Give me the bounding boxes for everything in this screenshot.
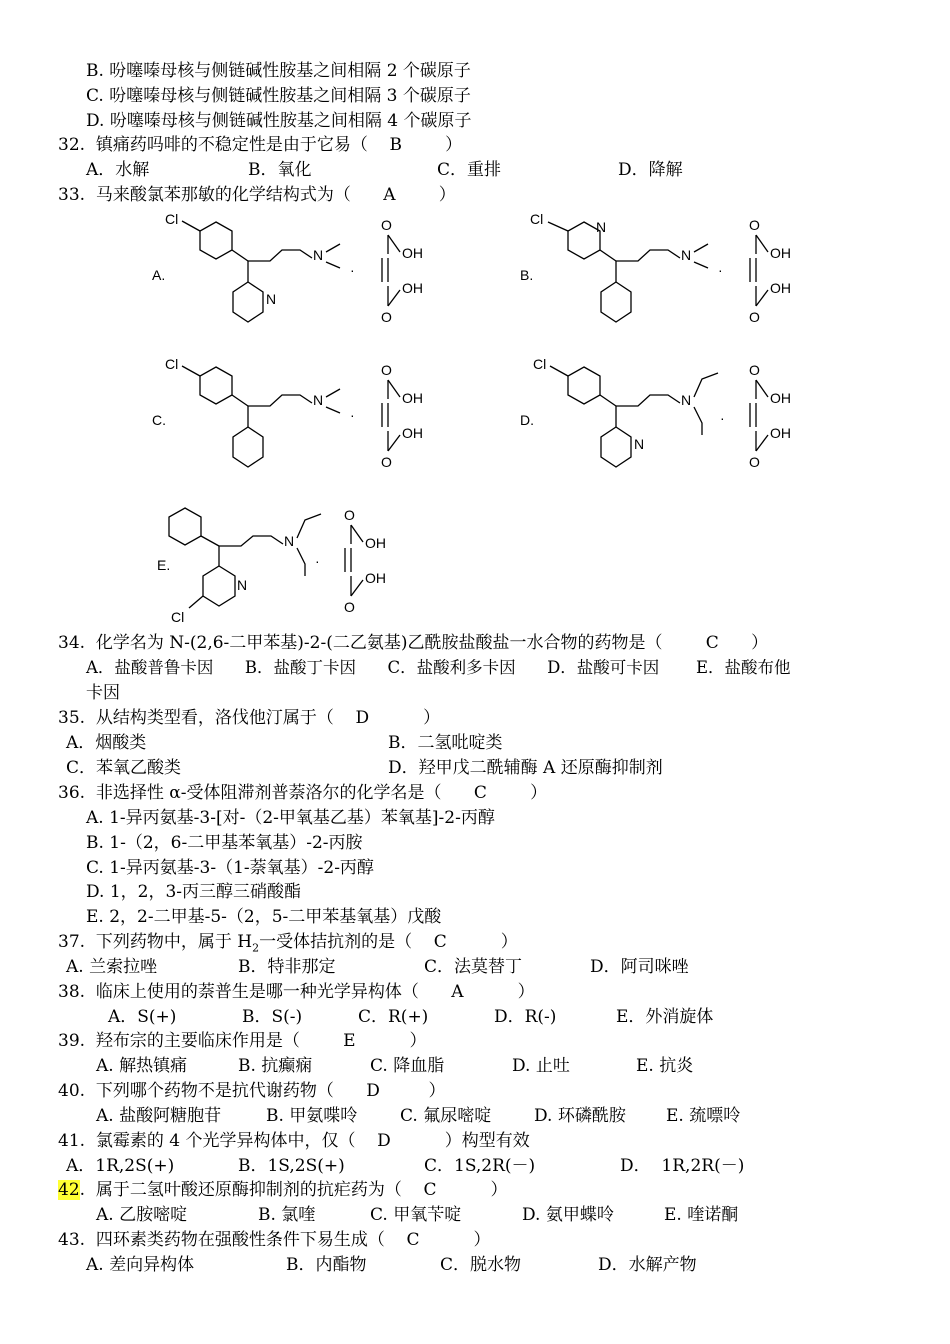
q36-option-b: B. 1-（2，6-二甲基苯氧基）-2-丙胺	[86, 833, 363, 853]
structure-a-label: A.	[152, 267, 166, 283]
structure-b-o-bottom: O	[749, 309, 760, 325]
q39-stem: 39. 羟布宗的主要临床作用是（ E ）	[58, 1031, 427, 1051]
q42-option-a: A. 乙胺嘧啶	[96, 1205, 188, 1225]
structure-a-oh-top: OH	[402, 245, 423, 261]
q32-option-c: C．重排	[437, 160, 502, 180]
structure-c-dot: ·	[350, 407, 355, 423]
structure-a-o-bottom: O	[381, 309, 392, 325]
structure-b-n-pyridine: N	[596, 219, 607, 235]
q31-option-c: C. 吩噻嗪母核与侧链碱性胺基之间相隔 3 个碳原子	[86, 86, 471, 106]
structure-b-cl: Cl	[530, 211, 544, 227]
structure-b-dot: ·	[718, 262, 723, 278]
q38-option-b: B．S(-)	[242, 1007, 303, 1027]
structure-e-n-amine: N	[284, 533, 295, 549]
q38-option-a: A．S(+)	[108, 1007, 177, 1027]
q37-option-d: D．阿司咪唑	[590, 957, 689, 977]
q40-option-e: E. 巯嘌呤	[666, 1106, 741, 1126]
q32-stem: 32. 镇痛药吗啡的不稳定性是由于它易（ B ）	[58, 135, 463, 155]
structure-a-cl: Cl	[165, 211, 179, 227]
q41-option-a: A．1R,2S(+)	[66, 1156, 175, 1176]
q37-stem-post: 一受体拮抗剂的是（ C ）	[259, 932, 518, 952]
structure-b-label: B.	[520, 267, 534, 283]
q31-option-d: D. 吩噻嗪母核与侧链碱性胺基之间相隔 4 个碳原子	[86, 111, 472, 131]
q40-option-b: B. 甲氨喋呤	[266, 1106, 358, 1126]
q38-option-c: C．R(+)	[358, 1007, 429, 1027]
q39-option-d: D. 止吐	[512, 1056, 570, 1076]
structure-d-o-bottom: O	[749, 454, 760, 470]
q37-option-c: C．法莫替丁	[424, 957, 523, 977]
q36-option-d: D. 1，2，3-丙三醇三硝酸酯	[86, 882, 302, 902]
q40-option-d: D. 环磷酰胺	[534, 1106, 626, 1126]
q35-option-d: D．羟甲戊二酰辅酶 A 还原酶抑制剂	[388, 758, 663, 778]
q37-option-a: A. 兰索拉唑	[66, 957, 158, 977]
structure-b	[518, 210, 818, 335]
q36-stem: 36. 非选择性 α-受体阻滞剂普萘洛尔的化学名是（ C ）	[58, 783, 548, 803]
structure-d-cl: Cl	[533, 356, 547, 372]
structure-d-dot: ·	[720, 410, 725, 426]
q31-option-b: B. 吩噻嗪母核与侧链碱性胺基之间相隔 2 个碳原子	[86, 61, 471, 81]
q37-stem-sub: 2	[252, 941, 260, 955]
q34-stem: 34. 化学名为 N-(2,6-二甲苯基)-2-(二乙氨基)乙酰胺盐酸盐一水合物的药物是（ C ）	[58, 633, 769, 653]
q37-stem	[58, 931, 518, 953]
structure-a-n-amine: N	[313, 247, 324, 263]
q35-stem: 35. 从结构类型看，洛伐他汀属于（ D ）	[58, 708, 441, 728]
structure-e-label: E.	[157, 557, 171, 573]
q38-option-d: D．R(-)	[494, 1007, 557, 1027]
structure-e-cl: Cl	[171, 609, 185, 625]
q42-number-highlight: 42	[58, 1180, 80, 1200]
structure-c-o-top: O	[381, 362, 392, 378]
structure-b-n-amine: N	[681, 247, 692, 263]
q39-option-c: C. 降血脂	[370, 1056, 445, 1076]
structure-a-o-top: O	[381, 217, 392, 233]
structure-b-o-top: O	[749, 217, 760, 233]
structure-d-label: D.	[520, 412, 534, 428]
q42-option-d: D. 氨甲蝶呤	[522, 1205, 614, 1225]
structure-c	[150, 355, 450, 480]
q32-option-a: A．水解	[86, 160, 150, 180]
structure-a-n-pyridine: N	[266, 291, 277, 307]
structure-a-oh-bottom: OH	[402, 280, 423, 296]
q36-option-c: C. 1-异丙氨基-3-（1-萘氧基）-2-丙醇	[86, 858, 374, 878]
q43-option-a: A. 差向异构体	[86, 1255, 195, 1275]
structure-d	[518, 355, 838, 480]
q43-stem: 43. 四环素类药物在强酸性条件下易生成（ C ）	[58, 1230, 491, 1250]
q39-option-b: B. 抗癫痫	[238, 1056, 313, 1076]
structure-c-oh-bottom: OH	[402, 425, 423, 441]
structure-d-oh-top: OH	[770, 390, 791, 406]
q39-option-e: E. 抗炎	[636, 1056, 694, 1076]
q38-option-e: E．外消旋体	[616, 1007, 714, 1027]
q42-stem-text: . 属于二氢叶酸还原酶抑制剂的抗疟药为（ C ）	[79, 1180, 508, 1200]
q41-option-d: D． 1R,2R(－)	[620, 1156, 745, 1176]
q35-option-a: A．烟酸类	[66, 733, 147, 753]
q37-option-b: B．特非那定	[238, 957, 336, 977]
structure-d-n-pyridine: N	[634, 436, 645, 452]
q36-option-a: A. 1-异丙氨基-3-[对-（2-甲氧基乙基）苯氧基]-2-丙醇	[86, 808, 495, 828]
q43-option-b: B．内酯物	[286, 1255, 367, 1275]
q39-option-a: A. 解热镇痛	[96, 1056, 188, 1076]
structure-d-oh-bottom: OH	[770, 425, 791, 441]
q33-stem: 33. 马来酸氯苯那敏的化学结构式为（ A ）	[58, 185, 456, 205]
q34-options: A．盐酸普鲁卡因 B．盐酸丁卡因 C．盐酸利多卡因 D．盐酸可卡因 E．盐酸布他	[86, 658, 791, 677]
structure-e	[155, 500, 455, 630]
q42-option-b: B. 氯喹	[258, 1205, 316, 1225]
q34-options-wrap: 卡因	[86, 683, 120, 703]
structure-d-n-amine: N	[681, 392, 692, 408]
structure-e-n-pyridine: N	[237, 577, 248, 593]
q38-stem: 38. 临床上使用的萘普生是哪一种光学异构体（ A ）	[58, 982, 535, 1002]
structure-e-oh-bottom: OH	[365, 570, 386, 586]
q41-stem: 41. 氯霉素的 4 个光学异构体中，仅（ D ）构型有效	[58, 1131, 530, 1151]
structure-e-oh-top: OH	[365, 535, 386, 551]
structure-c-n-amine: N	[313, 392, 324, 408]
structure-b-oh-bottom: OH	[770, 280, 791, 296]
q42-stem	[58, 1179, 508, 1201]
q42-option-e: E. 喹诺酮	[664, 1205, 739, 1225]
q32-option-d: D．降解	[618, 160, 683, 180]
q41-option-c: C．1S,2R(－)	[424, 1156, 536, 1176]
structure-a	[150, 210, 450, 335]
q40-option-a: A. 盐酸阿糖胞苷	[96, 1106, 222, 1126]
structure-c-label: C.	[152, 412, 166, 428]
structure-d-o-top: O	[749, 362, 760, 378]
structure-e-o-top: O	[344, 507, 355, 523]
structure-c-cl: Cl	[165, 356, 179, 372]
q35-option-c: C．苯氧乙酸类	[66, 758, 182, 778]
q36-option-e: E. 2，2-二甲基-5-（2，5-二甲苯基氧基）戊酸	[86, 907, 442, 927]
q43-option-d: D．水解产物	[598, 1255, 697, 1275]
q42-option-c: C. 甲氧苄啶	[370, 1205, 462, 1225]
q37-stem-pre: 37. 下列药物中，属于 H	[58, 932, 253, 952]
q40-stem: 40. 下列哪个药物不是抗代谢药物（ D ）	[58, 1081, 446, 1101]
structure-c-oh-top: OH	[402, 390, 423, 406]
q35-option-b: B．二氢吡啶类	[388, 733, 503, 753]
structure-c-o-bottom: O	[381, 454, 392, 470]
structure-a-dot: ·	[350, 262, 355, 278]
structure-b-oh-top: OH	[770, 245, 791, 261]
q41-option-b: B．1S,2S(+)	[238, 1156, 345, 1176]
q43-option-c: C．脱水物	[440, 1255, 522, 1275]
structure-e-dot: ·	[315, 553, 320, 569]
q40-option-c: C. 氟尿嘧啶	[400, 1106, 492, 1126]
structure-e-o-bottom: O	[344, 599, 355, 615]
q32-option-b: B．氧化	[248, 160, 312, 180]
